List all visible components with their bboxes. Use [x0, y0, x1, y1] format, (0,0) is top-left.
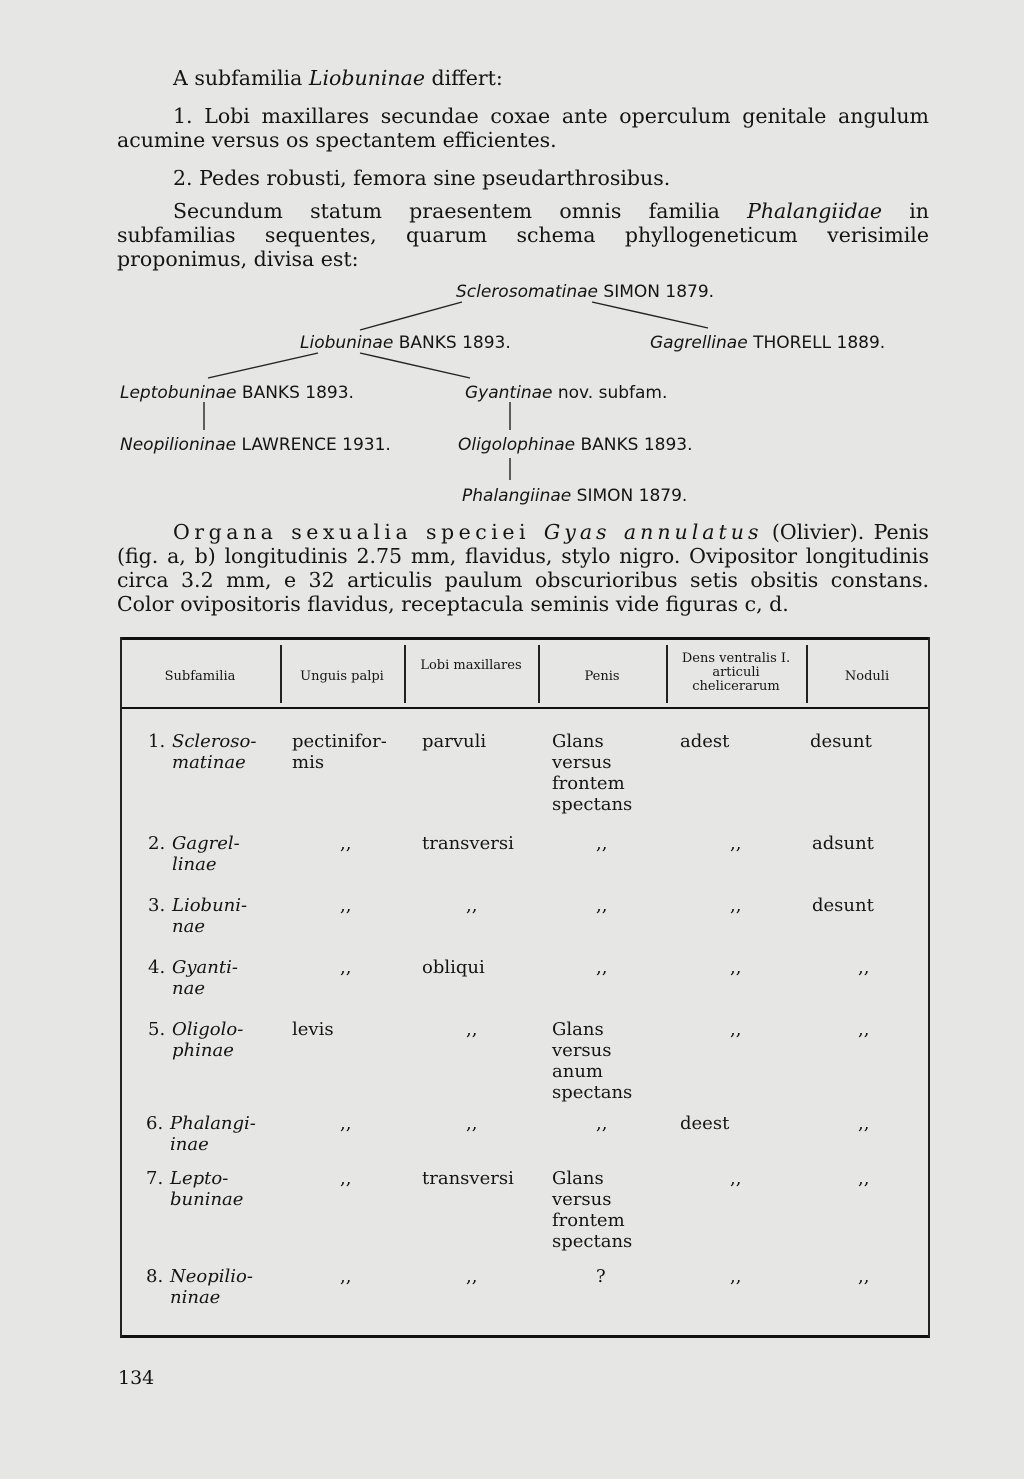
row4-dens: ,,: [730, 957, 742, 978]
node-gyantinae: Gyantinae nov. subfam.: [465, 383, 668, 403]
row6-lobi: ,,: [466, 1113, 478, 1134]
row1-lobi: parvuli: [422, 731, 487, 752]
row4-noduli: ,,: [858, 957, 870, 978]
row4-num: 4.: [148, 957, 166, 978]
row2-unguis: ,,: [340, 833, 352, 854]
header-noduli: Noduli: [844, 669, 890, 684]
header-unguis-palpi: Unguis palpi: [300, 669, 384, 684]
row3-lobi: ,,: [466, 895, 478, 916]
organa-paragraph: Organa sexualia speciei Gyas annulatus (Olivier). Penis (fig. a, b) longitudinis 2.75 mm, flavidus, stylo nigro. Ovipositor longitudinis circa 3.2 mm, e 32 articulis paulum obscurioribus setis obsitis constans. Color ovipositoris flavidus, receptacula seminis vide figuras c, d.: [117, 520, 929, 616]
row6-noduli: ,,: [858, 1113, 870, 1134]
row8-noduli: ,,: [858, 1266, 870, 1287]
header-dens-ventralis: Dens ventralis I. articuli chelicerarum: [681, 651, 791, 694]
row1-noduli: desunt: [810, 731, 872, 752]
row3-num: 3.: [148, 895, 166, 916]
header-penis: Penis: [584, 669, 620, 684]
page-number: 134: [118, 1367, 155, 1389]
col-border-left: [120, 637, 122, 1337]
row1-dens: adest: [680, 731, 730, 752]
row8-penis: ?: [596, 1266, 606, 1287]
row1-subfamilia: Scleroso-matinae: [172, 731, 257, 773]
row7-dens: ,,: [730, 1168, 742, 1189]
row5-unguis: levis: [292, 1019, 334, 1040]
row7-penis: Glans versus frontem spectans: [552, 1168, 633, 1252]
row2-noduli: adsunt: [812, 833, 874, 854]
row6-penis: ,,: [596, 1113, 608, 1134]
node-phalangiinae: Phalangiinae SIMON 1879.: [462, 486, 688, 506]
node-sclerosomatinae: Sclerosomatinae SIMON 1879.: [456, 282, 715, 302]
header-subfamilia: Subfamilia: [164, 669, 236, 684]
row6-dens: deest: [680, 1113, 730, 1134]
row1-penis: Glans versus frontem spectans: [552, 731, 633, 815]
row3-penis: ,,: [596, 895, 608, 916]
node-oligolophinae: Oligolophinae BANKS 1893.: [458, 435, 693, 455]
row3-subfamilia: Liobuni-nae: [172, 895, 248, 937]
table-top-rule: [120, 637, 930, 640]
header-lobi-maxillares: Lobi maxillares: [420, 658, 522, 673]
row4-unguis: ,,: [340, 957, 352, 978]
intro-item-1: 1. Lobi maxillares secundae coxae ante operculum genitale angulum acumine versus os spectantem efficientes.: [117, 104, 929, 152]
row5-num: 5.: [148, 1019, 166, 1040]
row5-subfamilia: Oligolo-phinae: [172, 1019, 244, 1061]
row6-subfamilia: Phalangi-inae: [170, 1113, 256, 1155]
row5-lobi: ,,: [466, 1019, 478, 1040]
row7-num: 7.: [146, 1168, 164, 1189]
row4-lobi: obliqui: [422, 957, 485, 978]
row6-unguis: ,,: [340, 1113, 352, 1134]
row4-subfamilia: Gyanti-nae: [172, 957, 238, 999]
intro-heading: A subfamilia Liobuninae differt:: [173, 66, 503, 90]
branch-sclero-gagr: [592, 302, 708, 328]
row3-noduli: desunt: [812, 895, 874, 916]
row3-dens: ,,: [730, 895, 742, 916]
row7-lobi: transversi: [422, 1168, 514, 1189]
row7-noduli: ,,: [858, 1168, 870, 1189]
row3-unguis: ,,: [340, 895, 352, 916]
row4-penis: ,,: [596, 957, 608, 978]
branch-liob-gyan: [360, 353, 470, 378]
row2-lobi: transversi: [422, 833, 514, 854]
node-liobuninae: Liobuninae BANKS 1893.: [300, 333, 511, 353]
row8-lobi: ,,: [466, 1266, 478, 1287]
row2-subfamilia: Gagrel-linae: [172, 833, 240, 875]
col-border-right: [928, 637, 930, 1337]
row7-subfamilia: Lepto-buninae: [170, 1168, 244, 1210]
intro-item-2: 2. Pedes robusti, femora sine pseudarthrosibus.: [173, 166, 671, 190]
row2-penis: ,,: [596, 833, 608, 854]
row2-num: 2.: [148, 833, 166, 854]
branch-liob-lept: [208, 353, 318, 378]
branch-sclero-liob: [360, 302, 462, 330]
row8-dens: ,,: [730, 1266, 742, 1287]
col-divider: [404, 645, 406, 703]
table-header-rule: [120, 707, 930, 709]
row7-unguis: ,,: [340, 1168, 352, 1189]
row8-num: 8.: [146, 1266, 164, 1287]
node-gagrellinae: Gagrellinae THORELL 1889.: [650, 333, 886, 353]
row5-dens: ,,: [730, 1019, 742, 1040]
row8-unguis: ,,: [340, 1266, 352, 1287]
row2-dens: ,,: [730, 833, 742, 854]
row1-unguis: pectinifor-mis: [292, 731, 387, 773]
row8-subfamilia: Neopilio-ninae: [170, 1266, 253, 1308]
subfamily-table: [120, 637, 930, 1337]
node-leptobuninae: Leptobuninae BANKS 1893.: [120, 383, 354, 403]
row5-penis: Glans versus anum spectans: [552, 1019, 633, 1103]
col-divider: [666, 645, 668, 703]
table-bottom-rule: [120, 1335, 930, 1338]
row6-num: 6.: [146, 1113, 164, 1134]
node-neopilioninae: Neopilioninae LAWRENCE 1931.: [120, 435, 391, 455]
row1-num: 1.: [148, 731, 166, 752]
intro-secundum: Secundum statum praesentem omnis familia Phalangiidae in subfamilias sequentes, quarum schema phyllogeneticum verisimile proponimus, divisa est:: [117, 199, 929, 271]
row5-noduli: ,,: [858, 1019, 870, 1040]
